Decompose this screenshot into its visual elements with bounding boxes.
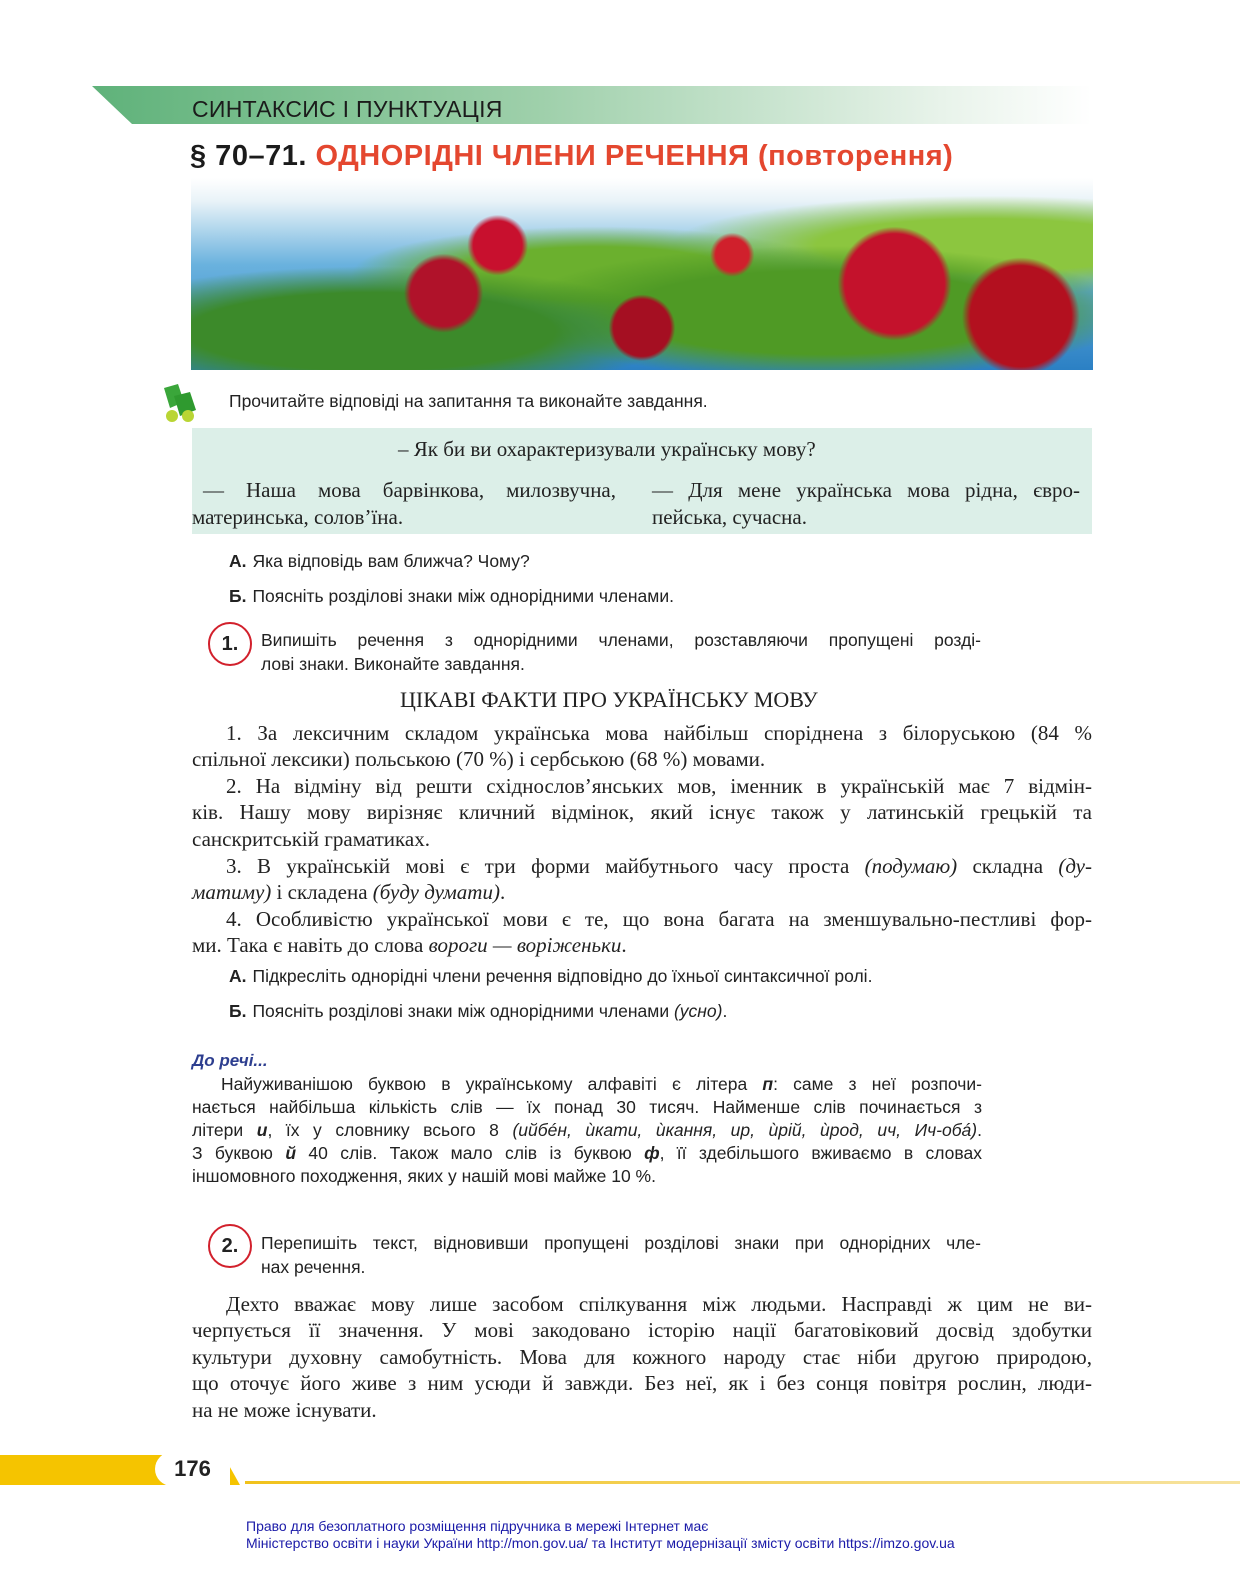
answer2-line1: — Для мене українська мова рідна, євро- [652, 478, 1080, 502]
text-line: Дехто вважає мову лише засобом спілкування між людьми. Насправді ж цим не ви- [226, 1292, 1092, 1316]
answer2-line2: пейська, сучасна. [652, 505, 807, 529]
fact-line: літери и, їх у словнику всього 8 (ийбéн, ѝкати, ѝкання, ир, ѝрій, ѝрод, ич, Ич-обá). [192, 1120, 982, 1140]
license-notice-1: Право для безоплатного розміщення підручника в мережі Інтернет має [246, 1518, 709, 1534]
fact-line: нається найбільша кількість слів — їх понад 30 тисяч. Найменше слів починається з [192, 1097, 982, 1117]
fact-line: З буквою й 40 слів. Також мало слів із буквою ф, її здебільшого вживаємо в словах [192, 1143, 982, 1163]
fact-line: іншомовного походження, яких у нашій мові майже 10 %. [192, 1166, 656, 1186]
section-title: СИНТАКСИС І ПУНКТУАЦІЯ [192, 96, 503, 122]
paragraph-number: § 70–71. [190, 140, 307, 172]
fact-line: ків. Нашу мову вирізняє кличний відмінок, який існує також у латинській грецькій та [192, 800, 1092, 824]
text-line: на не може існувати. [192, 1398, 377, 1422]
exercise2-text-2: нах речення. [261, 1257, 366, 1277]
fact-line: 3. В українській мові є три форми майбутнього часу проста (подумаю) складна (ду- [226, 854, 1092, 878]
text-line: черпується її значення. У мові закодовано історію нації багатовіковий досвід здобутки [192, 1318, 1092, 1342]
fact-line: спільної лексики) польською (70 %) і сербською (68 %) мовами. [192, 747, 766, 771]
viburnum-photo [191, 178, 1093, 370]
answer1-line2: материнська, солов’їна. [192, 505, 404, 529]
facts-heading: ЦІКАВІ ФАКТИ ПРО УКРАЇНСЬКУ МОВУ [400, 687, 818, 712]
fact-line: 1. За лексичним складом українська мова найбільш споріднена з білоруською (84 % [226, 721, 1092, 745]
instruction: Прочитайте відповіді на запитання та виконайте завдання. [229, 391, 708, 411]
exercise2-text-1: Перепишіть текст, відновивши пропущені розділові знаки при однорідних чле- [261, 1233, 981, 1253]
fact-line: 2. На відміну від решти східнослов’янських мов, іменник в українській має 7 відмін- [226, 774, 1092, 798]
footer-rule [245, 1481, 1240, 1484]
binoculars-icon [160, 382, 200, 424]
license-notice-2: Міністерство освіти і науки України http://mon.gov.ua/ та Інститут модернізації змісту освіти https://imzo.gov.ua [246, 1535, 955, 1551]
fact-line: ми. Така є навіть до слова вороги — воріженьки. [192, 933, 627, 957]
fact-box-title: До речі... [192, 1051, 268, 1070]
facts-task-b: Б. Поясніть розділові знаки між однорідними членами (усно). [229, 1001, 728, 1021]
exercise-number: 2. [208, 1224, 252, 1268]
task-b: Б. Поясніть розділові знаки між однорідними членами. [229, 586, 674, 606]
page-title [190, 140, 953, 173]
title-text: ОДНОРІДНІ ЧЛЕНИ РЕЧЕННЯ (повторення) [315, 140, 954, 172]
text-line: що оточує його живе з ним усюди й завжди. Без неї, як і без сонця повітря рослин, люди- [192, 1371, 1092, 1395]
fact-line: Найуживанішою буквою в українському алфавіті є літера п: саме з неї розпочи- [221, 1074, 982, 1094]
page-number: 176 [155, 1452, 230, 1486]
text-line: культури духовну самобутність. Мова для кожного народу стає ніби другою природою, [192, 1345, 1092, 1369]
answer1-line1: — Наша мова барвінкова, милозвучна, [203, 478, 616, 502]
fact-line: санскритській граматиках. [192, 827, 430, 851]
question: – Як би ви охарактеризували українську мову? [398, 437, 816, 461]
facts-task-a: А. Підкресліть однорідні члени речення відповідно до їхньої синтаксичної ролі. [229, 966, 873, 986]
fact-line: матиму) і складена (буду думати). [192, 880, 506, 904]
task-a: А. Яка відповідь вам ближча? Чому? [229, 551, 530, 571]
exercise1-text-2: лові знаки. Виконайте завдання. [261, 654, 525, 674]
fact-line: 4. Особливістю української мови є те, що вона багата на зменшувально-пестливі фор- [226, 907, 1092, 931]
exercise1-text-1: Випишіть речення з однорідними членами, розставляючи пропущені розді- [261, 630, 981, 650]
exercise-number: 1. [208, 622, 252, 666]
